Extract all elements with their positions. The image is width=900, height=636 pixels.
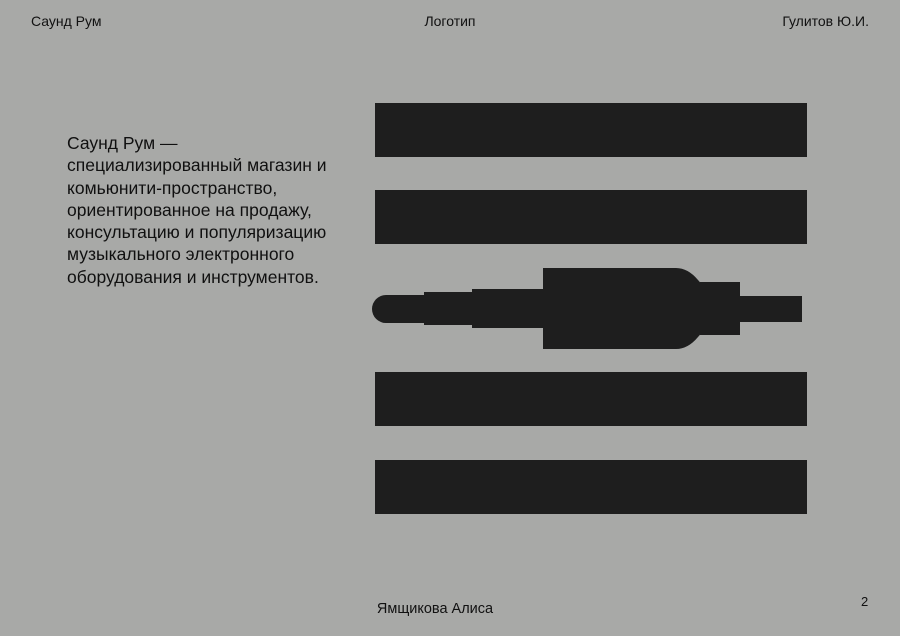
header-brand: Саунд Рум [31, 13, 102, 29]
logo-bar-2 [375, 190, 807, 244]
jack-sleeve-1 [424, 292, 474, 325]
footer-student-name: Ямщикова Алиса [376, 601, 494, 617]
header-author: Гулитов Ю.И. [782, 13, 869, 29]
jack-sleeve-2 [472, 289, 546, 328]
logo-shapes [372, 103, 807, 514]
page-number: 2 [861, 594, 869, 609]
audio-jack-plug [372, 268, 802, 349]
logo-bar-1 [375, 103, 807, 157]
jack-cable [735, 296, 802, 322]
logo-bar-3 [375, 372, 807, 426]
logo-bar-4 [375, 460, 807, 514]
header-section-title: Логотип [424, 13, 476, 29]
jack-collar [700, 282, 740, 335]
description-text: Саунд Рум — специализированный магазин и комьюнити-пространство, ориентированное на продажу, консультацию и популяризацию музыкального электронного оборудования и инструментов. [67, 133, 327, 287]
jack-body [543, 268, 712, 349]
jack-tip [372, 295, 426, 323]
